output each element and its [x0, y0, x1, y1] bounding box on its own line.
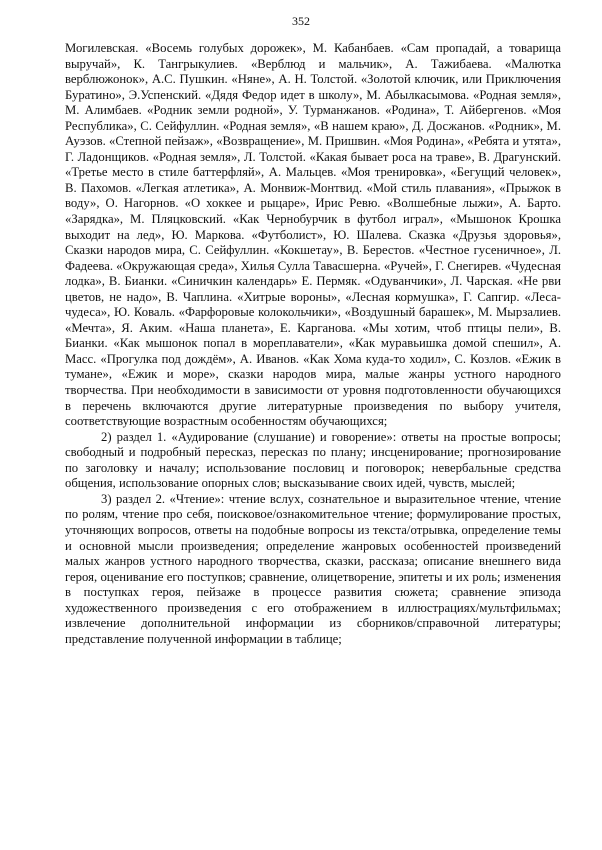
paragraph-section-2-reading: 3) раздел 2. «Чтение»: чтение вслух, сознательное и выразительное чтение, чтение по ролям, чтение про себя, поисковое/ознакомительное чтение; формулирование простых, уточняющих вопросов, ответы на подобные вопросы из текста/отрывка, определение темы и основной мысли произведения; определение жанровых особенностей произведений малых жанров устного народного творчества, сказки, рассказа; описание внешнего вида героя, оценивание его поступков; сравнение, олицетворение, эпитеты и их роль; изменения в поступках героя, пейзаже в процессе развития сюжета; сравнение эпизода художественного произведения с его отображением в иллюстрациях/мультфильмах; извлечение дополнительной информации из сборников/справочной литературы; представление полученной информации в таблице;: [65, 491, 561, 646]
page-number: 352: [292, 14, 310, 28]
paragraph-section-1-listening-speaking: 2) раздел 1. «Аудирование (слушание) и говорение»: ответы на простые вопросы; свободный и подробный пересказ, пересказ по плану; инсценирование; прогнозирование по заголовку и началу; использование пословиц и поговорок; невербальные средства общения, использование опорных слов; высказывание своих идей, чувств, мыслей;: [65, 429, 561, 491]
document-body: [65, 41, 561, 647]
paragraph-reading-list: Могилевская. «Восемь голубых дорожек», М. Кабанбаев. «Сам пропадай, а товарища выручай», К. Тангрыкулиев. «Верблюд и мальчик», А. Тажибаева. «Малютка верблюжонок», А.С. Пушкин. «Няне», А. Н. Толстой. «Золотой ключик, или Приключения Буратино», Э.Успенский. «Дядя Федор идет в школу», М. Абылкасымова. «Родная земля», М. Алимбаев. «Родник земли родной», У. Турманжанов. «Родина», Т. Айбергенов. «Моя Республика», С. Сейфуллин. «Родная земля», «В нашем краю», Д. Досжанов. «Родник», М. Ауэзов. «Степной пейзаж», «Возвращение», М. Пришвин. «Моя Родина», «Ребята и утята», Г. Ладонщиков. «Родная земля», Л. Толстой. «Какая бывает роса на траве», В. Драгунский. «Третье место в стиле баттерфляй», А. Мальцев. «Моя тренировка», «Бегущий человек», В. Пахомов. «Легкая атлетика», А. Монвиж-Монтвид. «Мой стиль плавания», «Прыжок в воду», О. Нагорнов. «О хоккее и рыцаре», Ирис Ревю. «Волшебные лыжи», А. Барто. «Зарядка», М. Пляцковский. «Как Чернобурчик в футбол играл», «Мышонок Крошка выходит на лед», Ю. Маркова. «Футболист», Ю. Шалева. Сказка «Друзья здоровья», Сказки народов мира, С. Сейфуллин. «Кокшетау», В. Берестов. «Честное гусеничное», Л. Фадеева. «Окружающая среда», Хилья Сулла Тавасшерна. «Ручей», Г. Снегирев. «Чудесная лодка», В. Бианки. «Синичкин календарь» Е. Пермяк. «Одуванчики», Л. Чарская. «Не рви цветов, не надо», В. Чаплина. «Хитрые вороны», «Лесная кормушка», Г. Сапгир. «Леса-чудеса», Ю. Коваль. «Фарфоровые колокольчики», «Воздушный барашек», М. Мырзалиев. «Мечта», Я. Аким. «Наша планета», Е. Карганова. «Мы хотим, чтоб птицы пели», В. Бианки. «Как мышонок попал в мореплаватели», «Как муравьишка домой спешил», А. Масс. «Прогулка под дождём», А. Иванов. «Как Хома куда-то ходил», С. Козлов. «Ежик в тумане», «Ежик и море», сказки народов мира, малые жанры устного народного творчества. При необходимости в зависимости от уровня подготовленности обучающихся в перечень включаются другие литературные произведения по выбору учителя, соответствующие возрастным особенностям обучающихся;: [65, 41, 561, 429]
